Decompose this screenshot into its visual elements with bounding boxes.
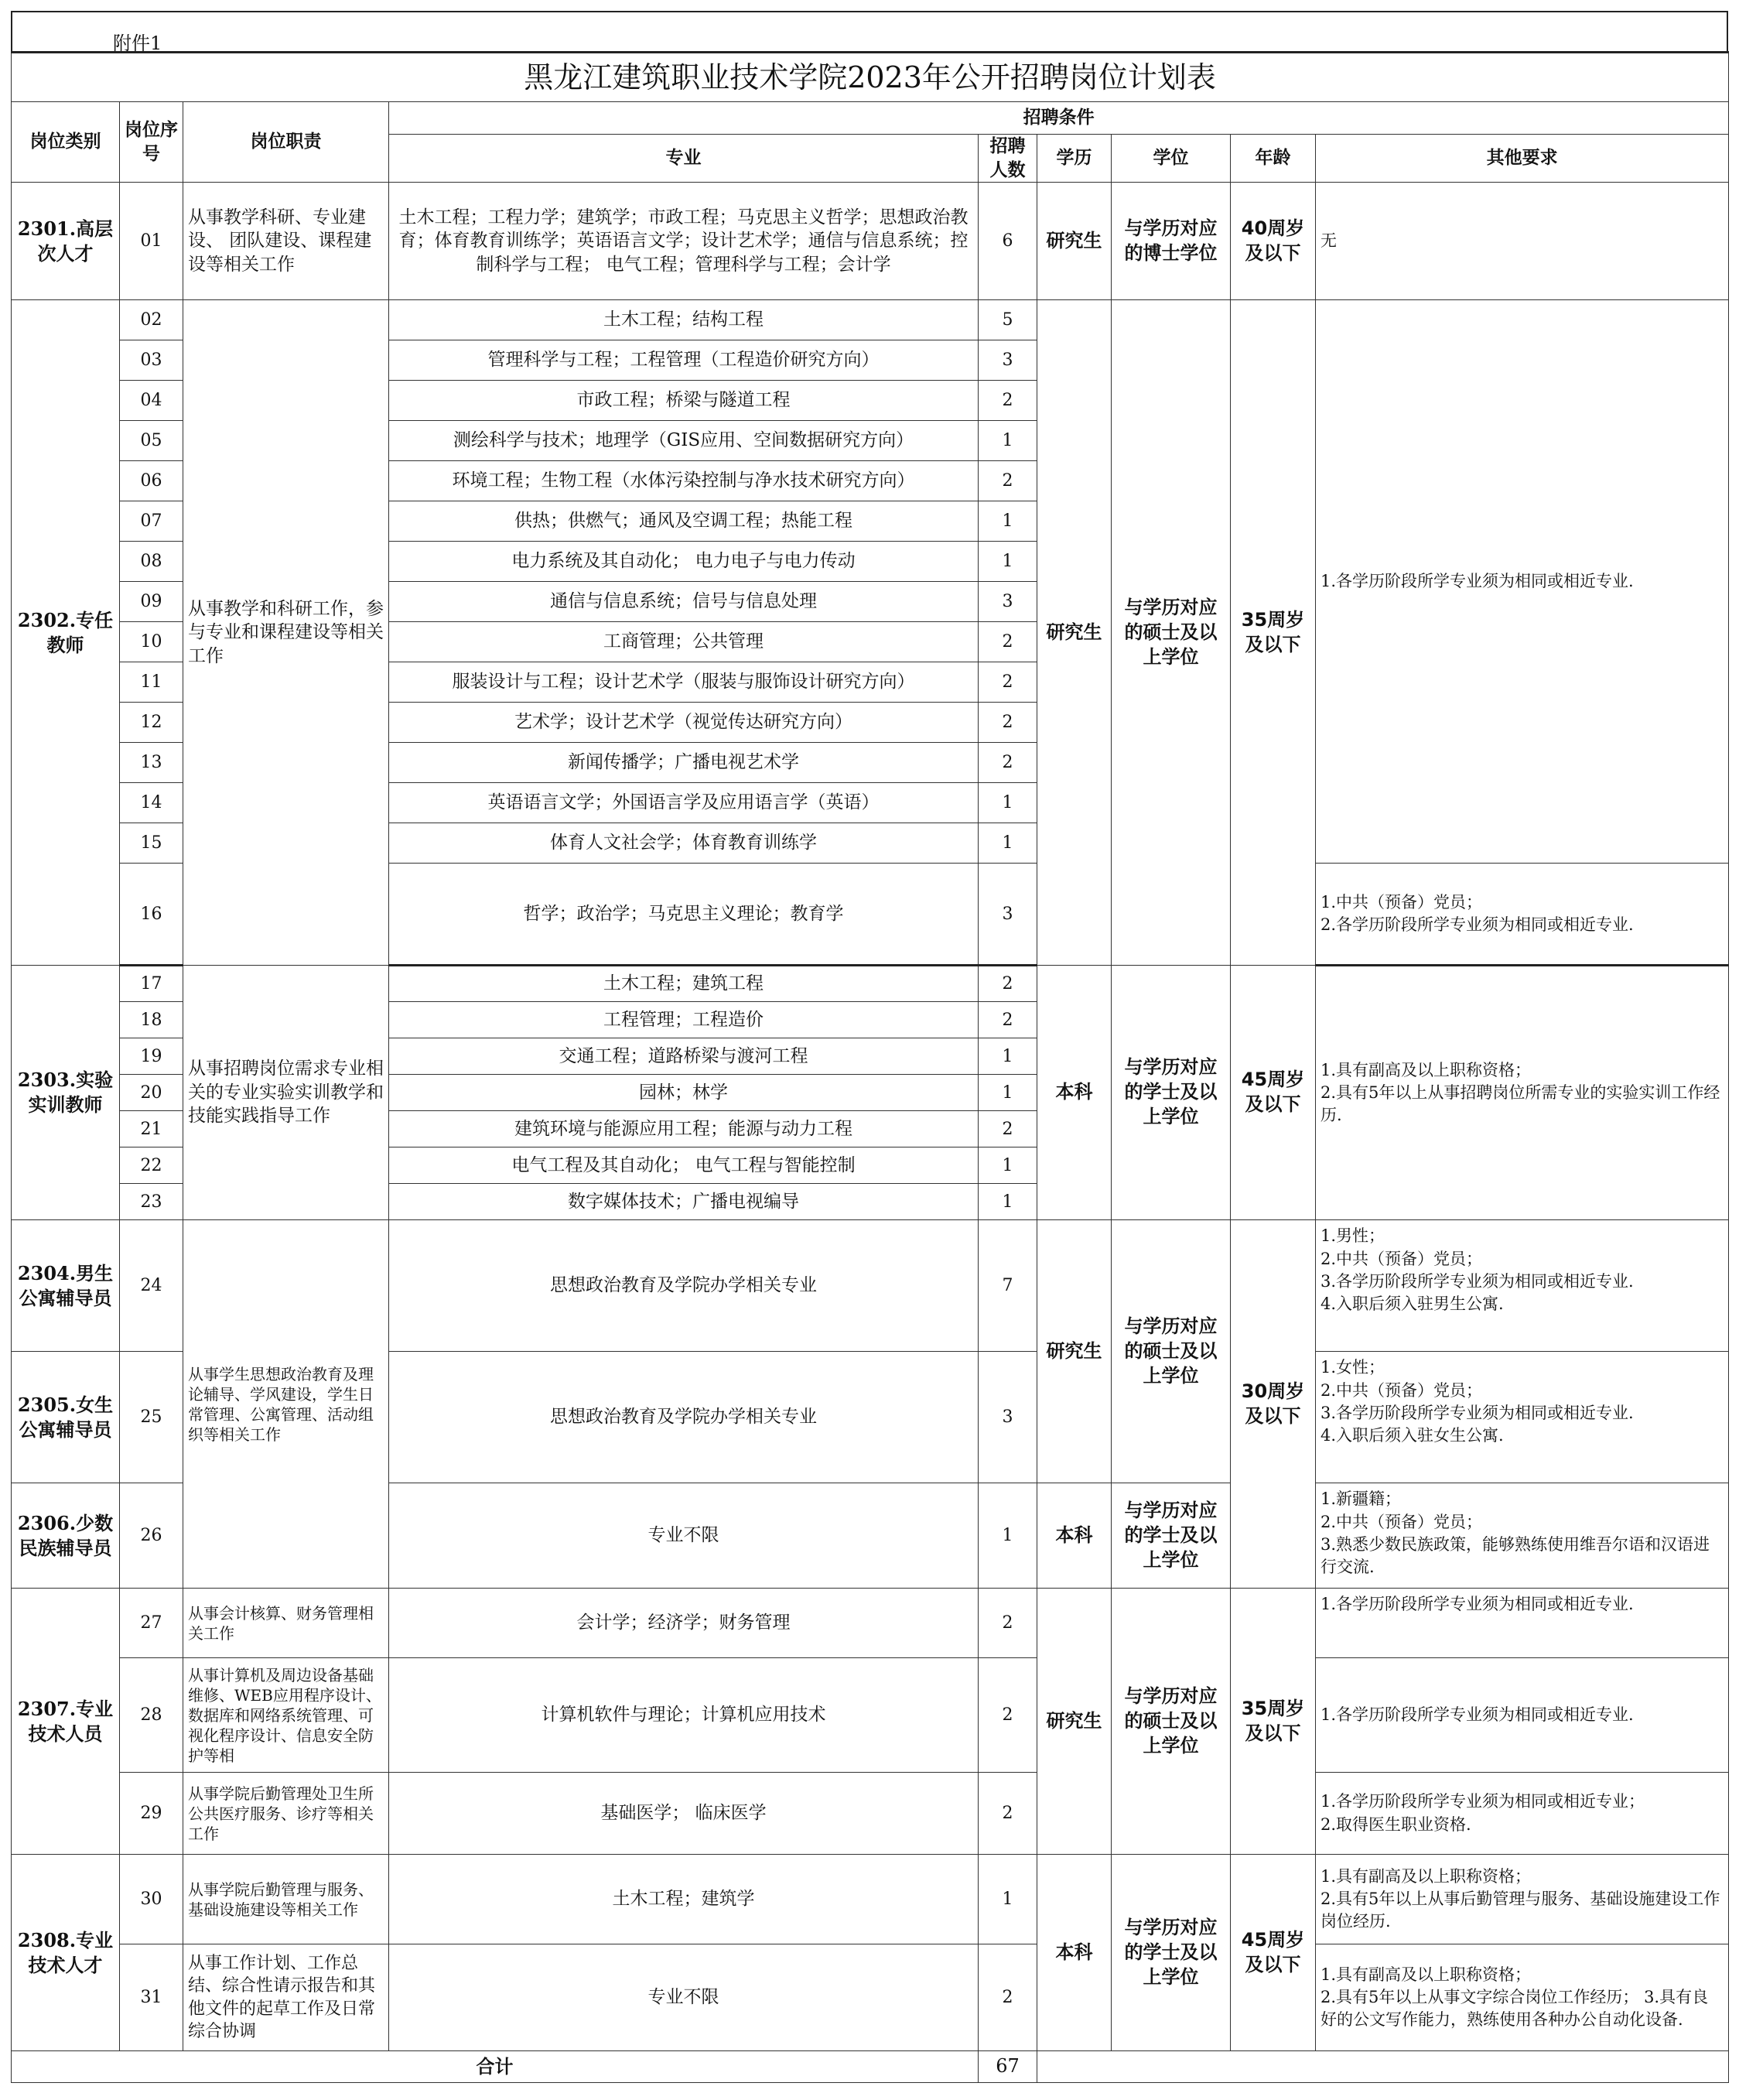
degree-cell: 与学历对应的硕士及以上学位 <box>1112 300 1231 966</box>
seq-cell: 06 <box>120 461 183 501</box>
category-cell: 2307.专业技术人员 <box>12 1589 120 1855</box>
major-cell: 土木工程；建筑学 <box>389 1855 979 1944</box>
count-cell: 3 <box>979 1352 1037 1483</box>
other-cell: 1.中共（预备）党员； 2.各学历阶段所学专业须为相同或相近专业. <box>1316 864 1729 966</box>
count-cell: 5 <box>979 300 1037 340</box>
degree-cell: 与学历对应的学士及以上学位 <box>1112 966 1231 1220</box>
table-row <box>12 1589 1729 1658</box>
page-title: 黑龙江建筑职业技术学院2023年公开招聘岗位计划表 <box>12 53 1729 102</box>
table-row <box>12 1773 1729 1855</box>
table-row <box>12 183 1729 300</box>
major-cell: 通信与信息系统；信号与信息处理 <box>389 582 979 622</box>
category-cell: 2308.专业技术人才 <box>12 1855 120 2051</box>
major-cell: 计算机软件与理论；计算机应用技术 <box>389 1658 979 1773</box>
attachment-strip <box>11 11 1728 54</box>
header-age: 年龄 <box>1231 135 1316 183</box>
major-cell: 土木工程；结构工程 <box>389 300 979 340</box>
seq-cell: 19 <box>120 1038 183 1075</box>
count-cell: 2 <box>979 743 1037 783</box>
count-cell: 1 <box>979 1147 1037 1184</box>
header-conditions: 招聘条件 <box>389 102 1729 135</box>
seq-cell: 08 <box>120 542 183 582</box>
header-education: 学历 <box>1037 135 1112 183</box>
education-cell: 研究生 <box>1037 1220 1112 1483</box>
major-cell: 供热；供燃气；通风及空调工程；热能工程 <box>389 501 979 542</box>
major-cell: 基础医学； 临床医学 <box>389 1773 979 1855</box>
age-cell: 35周岁及以下 <box>1231 1589 1316 1855</box>
education-cell: 研究生 <box>1037 1589 1112 1855</box>
count-cell: 3 <box>979 340 1037 381</box>
major-cell: 体育人文社会学；体育教育训练学 <box>389 823 979 864</box>
seq-cell: 21 <box>120 1111 183 1147</box>
count-cell: 2 <box>979 461 1037 501</box>
age-cell: 45周岁及以下 <box>1231 966 1316 1220</box>
age-cell: 40周岁及以下 <box>1231 183 1316 300</box>
seq-cell: 22 <box>120 1147 183 1184</box>
seq-cell: 18 <box>120 1002 183 1038</box>
other-cell: 1.具有副高及以上职称资格； 2.具有5年以上从事招聘岗位所需专业的实验实训工作经历. <box>1316 966 1729 1220</box>
count-cell: 7 <box>979 1220 1037 1352</box>
count-cell: 2 <box>979 966 1037 1002</box>
category-cell: 2306.少数民族辅导员 <box>12 1483 120 1589</box>
seq-cell: 31 <box>120 1944 183 2051</box>
total-blank <box>1037 2051 1729 2083</box>
count-cell: 1 <box>979 1075 1037 1111</box>
count-cell: 2 <box>979 703 1037 743</box>
seq-cell: 04 <box>120 381 183 421</box>
major-cell: 建筑环境与能源应用工程；能源与动力工程 <box>389 1111 979 1147</box>
major-cell: 专业不限 <box>389 1944 979 2051</box>
seq-cell: 10 <box>120 622 183 662</box>
category-cell: 2303.实验实训教师 <box>12 966 120 1220</box>
seq-cell: 15 <box>120 823 183 864</box>
major-cell: 会计学；经济学；财务管理 <box>389 1589 979 1658</box>
total-row <box>12 2051 1729 2083</box>
age-cell: 30周岁及以下 <box>1231 1220 1316 1589</box>
total-label: 合计 <box>12 2051 979 2083</box>
category-cell: 2305.女生公寓辅导员 <box>12 1352 120 1483</box>
attachment-label: 附件1 <box>113 32 162 54</box>
seq-cell: 28 <box>120 1658 183 1773</box>
major-cell: 电气工程及其自动化； 电气工程与智能控制 <box>389 1147 979 1184</box>
major-cell: 思想政治教育及学院办学相关专业 <box>389 1220 979 1352</box>
other-cell: 1.男性； 2.中共（预备）党员； 3.各学历阶段所学专业须为相同或相近专业. 4.入职后须入驻男生公寓. <box>1316 1220 1729 1352</box>
seq-cell: 20 <box>120 1075 183 1111</box>
degree-cell: 与学历对应的硕士及以上学位 <box>1112 1220 1231 1483</box>
other-cell: 1.具有副高及以上职称资格； 2.具有5年以上从事后勤管理与服务、基础设施建设工作岗位经历. <box>1316 1855 1729 1944</box>
seq-cell: 03 <box>120 340 183 381</box>
seq-cell: 07 <box>120 501 183 542</box>
education-cell: 本科 <box>1037 1483 1112 1589</box>
major-cell: 测绘科学与技术；地理学（GIS应用、空间数据研究方向） <box>389 421 979 461</box>
duty-cell: 从事招聘岗位需求专业相关的专业实验实训教学和技能实践指导工作 <box>183 966 389 1220</box>
seq-cell: 12 <box>120 703 183 743</box>
major-cell: 环境工程；生物工程（水体污染控制与净水技术研究方向） <box>389 461 979 501</box>
major-cell: 园林；林学 <box>389 1075 979 1111</box>
education-cell: 本科 <box>1037 1855 1112 2051</box>
degree-cell: 与学历对应的学士及以上学位 <box>1112 1483 1231 1589</box>
major-cell: 市政工程；桥梁与隧道工程 <box>389 381 979 421</box>
major-cell: 新闻传播学；广播电视艺术学 <box>389 743 979 783</box>
major-cell: 数字媒体技术；广播电视编导 <box>389 1184 979 1220</box>
seq-cell: 01 <box>120 183 183 300</box>
seq-cell: 26 <box>120 1483 183 1589</box>
seq-cell: 29 <box>120 1773 183 1855</box>
age-cell: 35周岁及以下 <box>1231 300 1316 966</box>
duty-cell: 从事教学和科研工作，参与专业和课程建设等相关工作 <box>183 300 389 966</box>
seq-cell: 05 <box>120 421 183 461</box>
seq-cell: 24 <box>120 1220 183 1352</box>
seq-cell: 13 <box>120 743 183 783</box>
major-cell: 英语语言文学；外国语言学及应用语言学（英语） <box>389 783 979 823</box>
major-cell: 服装设计与工程；设计艺术学（服装与服饰设计研究方向） <box>389 662 979 703</box>
header-duty: 岗位职责 <box>183 102 389 183</box>
duty-cell: 从事工作计划、工作总结、综合性请示报告和其他文件的起草工作及日常综合协调 <box>183 1944 389 2051</box>
major-cell: 工程管理；工程造价 <box>389 1002 979 1038</box>
count-cell: 1 <box>979 823 1037 864</box>
recruitment-table <box>11 51 1729 2083</box>
other-cell: 1.各学历阶段所学专业须为相同或相近专业； 2.取得医生职业资格. <box>1316 1773 1729 1855</box>
major-cell: 交通工程；道路桥梁与渡河工程 <box>389 1038 979 1075</box>
header-category: 岗位类别 <box>12 102 120 183</box>
table-row <box>12 1658 1729 1773</box>
duty-cell: 从事学生思想政治教育及理论辅导、学风建设，学生日常管理、公寓管理、活动组织等相关工作 <box>183 1220 389 1589</box>
duty-cell: 从事计算机及周边设备基础维修、WEB应用程序设计、数据库和网络系统管理、可视化程序设计、信息安全防护等相 <box>183 1658 389 1773</box>
other-cell: 1.女性； 2.中共（预备）党员； 3.各学历阶段所学专业须为相同或相近专业. 4.入职后须入驻女生公寓. <box>1316 1352 1729 1483</box>
other-cell: 1.各学历阶段所学专业须为相同或相近专业. <box>1316 1589 1729 1658</box>
category-cell: 2304.男生公寓辅导员 <box>12 1220 120 1352</box>
count-cell: 6 <box>979 183 1037 300</box>
count-cell: 1 <box>979 1855 1037 1944</box>
header-other: 其他要求 <box>1316 135 1729 183</box>
degree-cell: 与学历对应的博士学位 <box>1112 183 1231 300</box>
major-cell: 专业不限 <box>389 1483 979 1589</box>
education-cell: 研究生 <box>1037 300 1112 966</box>
other-cell: 1.新疆籍； 2.中共（预备）党员； 3.熟悉少数民族政策，能够熟练使用维吾尔语和汉语进行交流. <box>1316 1483 1729 1589</box>
count-cell: 1 <box>979 783 1037 823</box>
major-cell: 土木工程；工程力学；建筑学；市政工程；马克思主义哲学；思想政治教育；体育教育训练学；英语语言文学；设计艺术学；通信与信息系统；控制科学与工程； 电气工程；管理科学与工程；会计学 <box>389 183 979 300</box>
header-count: 招聘人数 <box>979 135 1037 183</box>
duty-cell: 从事教学科研、专业建设、 团队建设、课程建设等相关工作 <box>183 183 389 300</box>
seq-cell: 27 <box>120 1589 183 1658</box>
other-cell: 1.各学历阶段所学专业须为相同或相近专业. <box>1316 1658 1729 1773</box>
seq-cell: 02 <box>120 300 183 340</box>
header-major: 专业 <box>389 135 979 183</box>
major-cell: 管理科学与工程；工程管理（工程造价研究方向） <box>389 340 979 381</box>
count-cell: 2 <box>979 662 1037 703</box>
duty-cell: 从事学院后勤管理与服务、基础设施建设等相关工作 <box>183 1855 389 1944</box>
table-row <box>12 1220 1729 1352</box>
table-row <box>12 1855 1729 1944</box>
count-cell: 2 <box>979 622 1037 662</box>
count-cell: 2 <box>979 1944 1037 2051</box>
table-row <box>12 1944 1729 2051</box>
total-count: 67 <box>979 2051 1037 2083</box>
seq-cell: 25 <box>120 1352 183 1483</box>
count-cell: 1 <box>979 1184 1037 1220</box>
major-cell: 哲学；政治学；马克思主义理论；教育学 <box>389 864 979 966</box>
duty-cell: 从事学院后勤管理处卫生所公共医疗服务、诊疗等相关工作 <box>183 1773 389 1855</box>
major-cell: 艺术学；设计艺术学（视觉传达研究方向） <box>389 703 979 743</box>
age-cell: 45周岁及以下 <box>1231 1855 1316 2051</box>
seq-cell: 11 <box>120 662 183 703</box>
count-cell: 2 <box>979 1589 1037 1658</box>
degree-cell: 与学历对应的硕士及以上学位 <box>1112 1589 1231 1855</box>
major-cell: 土木工程；建筑工程 <box>389 966 979 1002</box>
other-cell: 1.各学历阶段所学专业须为相同或相近专业. <box>1316 300 1729 864</box>
recruitment-sheet <box>11 11 1728 2083</box>
count-cell: 1 <box>979 421 1037 461</box>
seq-cell: 14 <box>120 783 183 823</box>
count-cell: 1 <box>979 501 1037 542</box>
category-cell: 2301.高层次人才 <box>12 183 120 300</box>
seq-cell: 09 <box>120 582 183 622</box>
table-row <box>12 966 1729 1002</box>
count-cell: 2 <box>979 1773 1037 1855</box>
count-cell: 3 <box>979 582 1037 622</box>
major-cell: 电力系统及其自动化； 电力电子与电力传动 <box>389 542 979 582</box>
header-seq: 岗位序号 <box>120 102 183 183</box>
count-cell: 2 <box>979 1111 1037 1147</box>
count-cell: 2 <box>979 1002 1037 1038</box>
table-row <box>12 300 1729 340</box>
other-cell: 无 <box>1316 183 1729 300</box>
count-cell: 1 <box>979 1483 1037 1589</box>
duty-cell: 从事会计核算、财务管理相关工作 <box>183 1589 389 1658</box>
count-cell: 3 <box>979 864 1037 966</box>
degree-cell: 与学历对应的学士及以上学位 <box>1112 1855 1231 2051</box>
education-cell: 本科 <box>1037 966 1112 1220</box>
count-cell: 2 <box>979 381 1037 421</box>
major-cell: 思想政治教育及学院办学相关专业 <box>389 1352 979 1483</box>
seq-cell: 16 <box>120 864 183 966</box>
header-degree: 学位 <box>1112 135 1231 183</box>
major-cell: 工商管理；公共管理 <box>389 622 979 662</box>
other-cell: 1.具有副高及以上职称资格； 2.具有5年以上从事文字综合岗位工作经历； 3.具有良好的公文写作能力，熟练使用各种办公自动化设备. <box>1316 1944 1729 2051</box>
count-cell: 1 <box>979 542 1037 582</box>
count-cell: 2 <box>979 1658 1037 1773</box>
seq-cell: 23 <box>120 1184 183 1220</box>
education-cell: 研究生 <box>1037 183 1112 300</box>
seq-cell: 17 <box>120 966 183 1002</box>
count-cell: 1 <box>979 1038 1037 1075</box>
category-cell: 2302.专任教师 <box>12 300 120 966</box>
seq-cell: 30 <box>120 1855 183 1944</box>
